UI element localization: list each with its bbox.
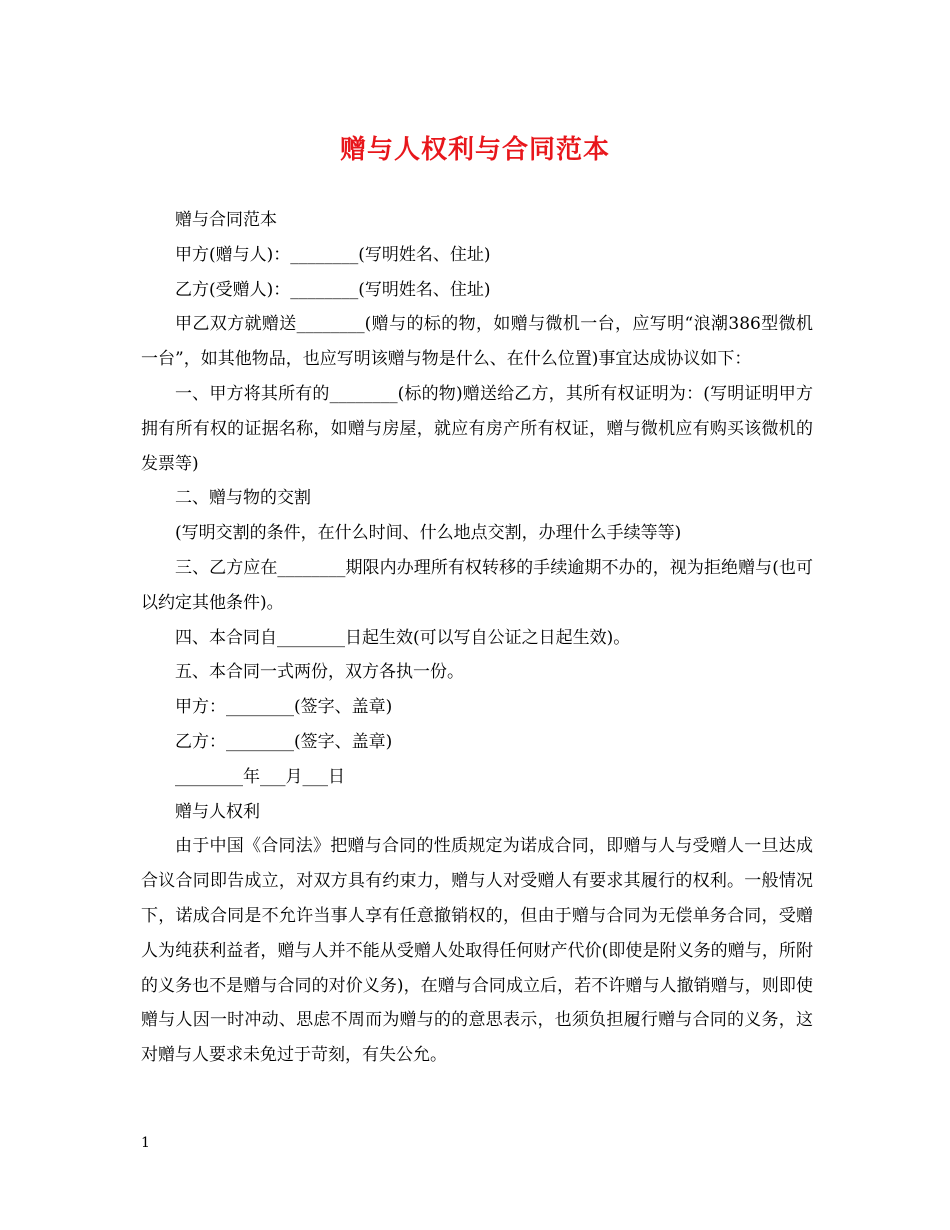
paragraph-contract-heading: 赠与合同范本 — [175, 210, 277, 230]
paragraph-clause-4: 四、本合同自________日起生效(可以写自公证之日起生效)。 — [175, 627, 631, 648]
paragraph-party-b: 乙方(受赠人)：________(写明姓名、住址) — [175, 279, 491, 300]
paragraph-rights-body: 由于中国《合同法》把赠与合同的性质规定为诺成合同，即赠与人与受赠人一旦达成合议合同即告成立，对双方具有约束力，赠与人对受赠人有要求其履行的权利。一般情况下，诺成合同是不允许当事人享有任意撤销权的，但由于赠与合同为无偿单务合同，受赠人为纯获利益者，赠与人并不能从受赠人处取得任何财产代价(即使是附义务的赠与，所附的义务也不是赠与合同的对价义务)，在赠与合同成立后，若不许赠与人撤销赠与，则即使赠与人因一时冲动、思虑不周而为赠与的的意思表示，也须负担履行赠与合同的义务，这对赠与人要求未免过于苛刻，有失公允。 — [141, 836, 813, 1066]
document-body — [141, 203, 813, 1073]
paragraph-rights-heading: 赠与人权利 — [175, 801, 260, 822]
paragraph-signature-a: 甲方：________(签字、盖章) — [175, 697, 393, 718]
paragraph-signature-b: 乙方：________(签字、盖章) — [175, 731, 393, 752]
paragraph-clause-2: 二、赠与物的交割 — [175, 488, 311, 509]
paragraph-clause-2-detail: (写明交割的条件，在什么时间、什么地点交割，办理什么手续等等) — [175, 523, 682, 544]
page-number: 1 — [141, 1135, 150, 1151]
paragraph-clause-5: 五、本合同一式两份，双方各执一份。 — [175, 662, 464, 683]
paragraph-clause-1: 一、甲方将其所有的________(标的物)赠送给乙方，其所有权证明为：(写明证明甲方拥有所有权的证据名称，如赠与房屋，就应有房产所有权证，赠与微机应有购买该微机的发票等) — [141, 383, 813, 474]
paragraph-agreement-intro: 甲乙双方就赠送________(赠与的标的物，如赠与微机一台，应写明“浪潮386型微机一台”，如其他物品，也应写明该赠与物是什么、在什么位置)事宜达成协议如下： — [141, 314, 813, 370]
document-title: 赠与人权利与合同范本 — [339, 135, 610, 165]
paragraph-date-line: ________年___月___日 — [175, 766, 345, 787]
paragraph-clause-3: 三、乙方应在________期限内办理所有权转移的手续逾期不办的，视为拒绝赠与(也可以约定其他条件)。 — [141, 557, 813, 613]
paragraph-party-a: 甲方(赠与人)：________(写明姓名、住址) — [175, 244, 491, 265]
